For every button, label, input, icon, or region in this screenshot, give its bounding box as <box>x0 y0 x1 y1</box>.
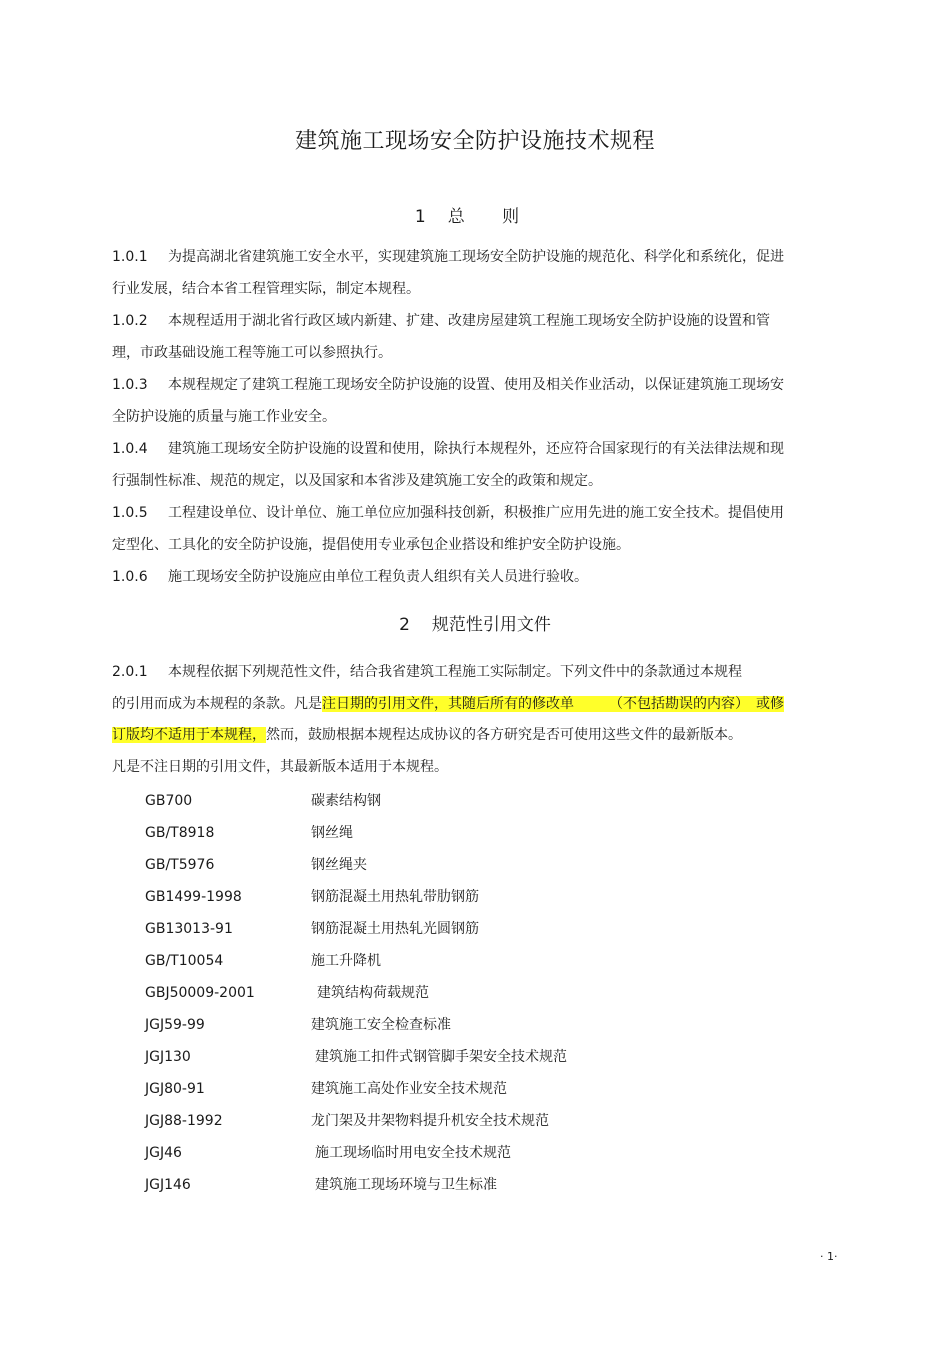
reference-row <box>145 977 745 1009</box>
reference-name: 施工现场临时用电安全技术规范 <box>315 1145 511 1161</box>
clause-1-0-6 <box>112 562 792 594</box>
reference-name: 钢筋混凝土用热轧光圆钢筋 <box>311 921 479 937</box>
reference-name: 钢筋混凝土用热轧带肋钢筋 <box>311 889 479 905</box>
clause-1-0-3 <box>112 370 792 433</box>
clause-line-1 <box>112 657 862 689</box>
clause-text: 本规程适用于湖北省行政区域内新建、扩建、改建房屋建筑工程施工现场安全防护设施的设置和管理，市政基础设施工程等施工可以参照执行。 <box>112 313 770 361</box>
clause-id: 2.0.1 <box>112 664 148 680</box>
clause-text: 的引用而成为本规程的条款。凡是 <box>112 695 322 712</box>
reference-list <box>145 785 745 1201</box>
reference-row <box>145 1073 745 1105</box>
chapter-1-heading <box>0 202 950 227</box>
reference-row <box>145 817 745 849</box>
page-number: · 1· <box>820 1250 838 1263</box>
chapter-number: 1 <box>414 207 426 227</box>
clause-id: 1.0.6 <box>112 569 148 585</box>
reference-code: JGJ46 <box>145 1145 182 1161</box>
clause-id: 1.0.2 <box>112 313 148 329</box>
reference-name: 建筑施工高处作业安全技术规范 <box>311 1081 507 1097</box>
reference-code: JGJ146 <box>145 1177 191 1193</box>
reference-name: 建筑施工安全检查标准 <box>311 1017 451 1033</box>
reference-row <box>145 945 745 977</box>
document-title: 建筑施工现场安全防护设施技术规程 <box>294 129 655 154</box>
reference-name: 龙门架及井架物料提升机安全技术规范 <box>311 1113 549 1129</box>
chapter-title: 规范性引用文件 <box>431 615 551 635</box>
reference-code: JGJ130 <box>145 1049 191 1065</box>
clause-text: 本规程依据下列规范性文件，结合我省建筑工程施工实际制定。下列文件中的条款通过本规程 <box>168 664 742 680</box>
reference-code: GB700 <box>145 793 193 809</box>
clause-id: 1.0.3 <box>112 377 148 393</box>
reference-row <box>145 849 745 881</box>
reference-code: GB/T5976 <box>145 857 215 873</box>
reference-code: GB1499-1998 <box>145 889 242 905</box>
reference-name: 施工升降机 <box>311 953 381 969</box>
clause-text: 然而，鼓励根据本规程达成协议的各方研究是否可使用这些文件的最新版本。 <box>266 727 742 743</box>
clause-line-4 <box>112 752 862 784</box>
reference-name: 建筑施工扣件式钢管脚手架安全技术规范 <box>315 1049 567 1065</box>
highlighted-text: 订版均不适用于本规程， <box>112 727 266 743</box>
reference-code: GB13013-91 <box>145 921 233 937</box>
clause-text: 本规程规定了建筑工程施工现场安全防护设施的设置、使用及相关作业活动，以保证建筑施工现场安全防护设施的质量与施工作业安全。 <box>112 377 784 425</box>
reference-row <box>145 1137 745 1169</box>
clause-id: 1.0.5 <box>112 505 148 521</box>
clause-text: 建筑施工现场安全防护设施的设置和使用，除执行本规程外，还应符合国家现行的有关法律法规和现行强制性标准、规范的规定，以及国家和本省涉及建筑施工安全的政策和规定。 <box>112 441 784 489</box>
chapter-number: 2 <box>399 615 410 635</box>
clause-1-0-5 <box>112 498 792 561</box>
reference-code: GB/T8918 <box>145 825 215 841</box>
highlighted-text: 注日期的引用文件，其随后所有的修改单 （不包括勘误的内容） 或修 <box>322 695 784 712</box>
reference-row <box>145 1105 745 1137</box>
clause-text: 施工现场安全防护设施应由单位工程负责人组织有关人员进行验收。 <box>168 569 588 585</box>
reference-name: 建筑施工现场环境与卫生标准 <box>315 1177 497 1193</box>
clause-1-0-2 <box>112 306 792 369</box>
reference-name: 钢丝绳夹 <box>311 857 367 873</box>
clause-line-2 <box>112 689 862 721</box>
reference-row <box>145 785 745 817</box>
reference-code: GB/T10054 <box>145 953 224 969</box>
clause-text: 凡是不注日期的引用文件，其最新版本适用于本规程。 <box>112 758 448 775</box>
chapter-title: 总 则 <box>447 207 536 227</box>
clause-1-0-1 <box>112 242 792 305</box>
clause-line-3 <box>112 720 862 752</box>
clause-id: 1.0.1 <box>112 249 148 265</box>
reference-row <box>145 1041 745 1073</box>
reference-code: JGJ80-91 <box>145 1081 205 1097</box>
clause-text: 工程建设单位、设计单位、施工单位应加强科技创新，积极推广应用先进的施工安全技术。提倡使用定型化、工具化的安全防护设施，提倡使用专业承包企业搭设和维护安全防护设施。 <box>112 505 784 553</box>
reference-name: 建筑结构荷载规范 <box>317 985 429 1001</box>
reference-row <box>145 1169 745 1201</box>
reference-code: GBJ50009-2001 <box>145 985 255 1001</box>
clause-2-0-1 <box>112 657 862 783</box>
chapter-2-heading <box>0 610 950 635</box>
reference-name: 碳素结构钢 <box>311 793 381 809</box>
reference-row <box>145 1009 745 1041</box>
reference-name: 钢丝绳 <box>311 825 353 841</box>
clause-id: 1.0.4 <box>112 441 148 457</box>
reference-row <box>145 913 745 945</box>
reference-code: JGJ59-99 <box>145 1017 205 1033</box>
clause-1-0-4 <box>112 434 792 497</box>
reference-code: JGJ88-1992 <box>145 1113 223 1129</box>
clause-text: 为提高湖北省建筑施工安全水平，实现建筑施工现场安全防护设施的规范化、科学化和系统化，促进行业发展，结合本省工程管理实际，制定本规程。 <box>112 249 784 297</box>
reference-row <box>145 881 745 913</box>
